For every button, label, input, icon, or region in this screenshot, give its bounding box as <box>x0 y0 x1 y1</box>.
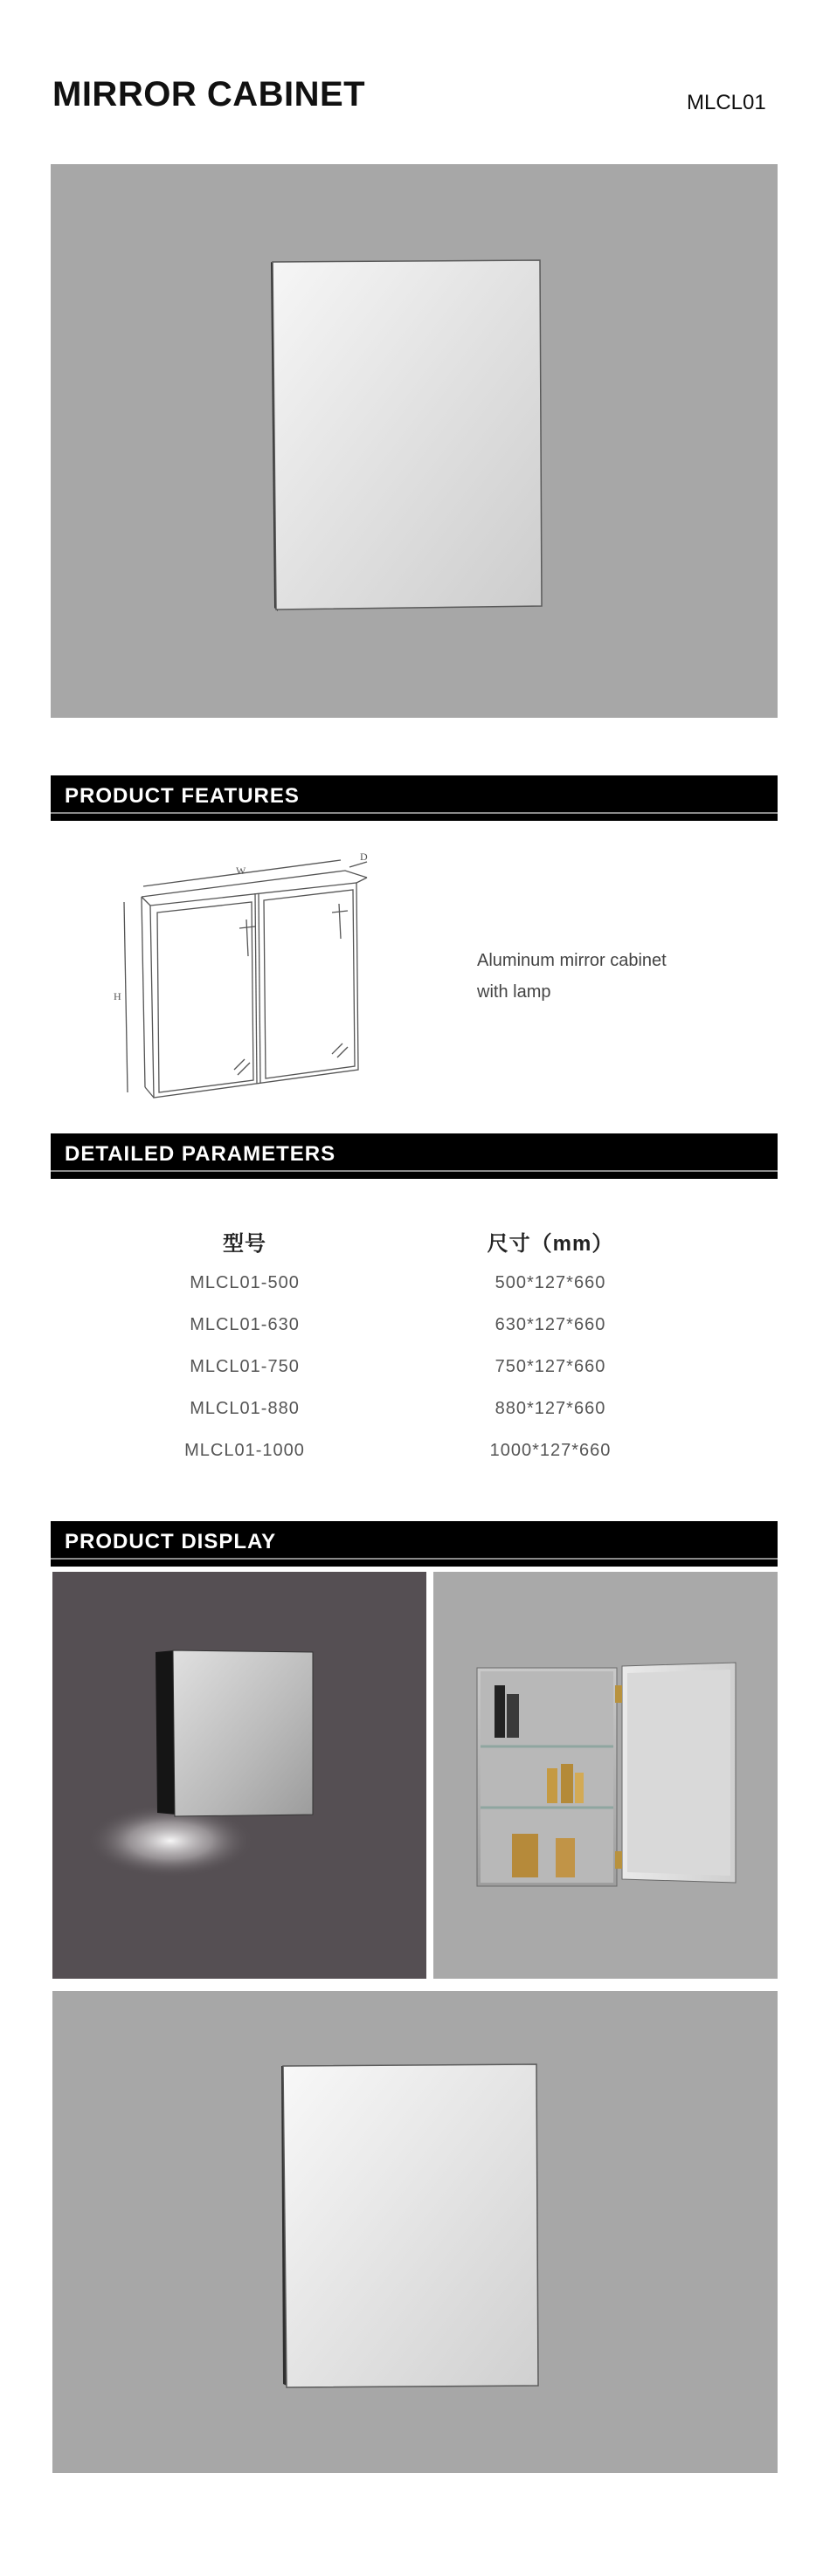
open-cabinet-illustration <box>433 1572 778 1979</box>
product-photo-front <box>52 1991 778 2473</box>
column-header-model: 型号 <box>223 1232 266 1256</box>
front-cabinet-illustration <box>52 1991 778 2473</box>
column-header-size: 尺寸（mm） <box>487 1232 614 1256</box>
size-cell: 1000*127*660 <box>489 1441 612 1460</box>
section-bar-parameters <box>51 1133 778 1179</box>
table-row <box>0 1357 830 1392</box>
section-bar-display <box>51 1521 778 1567</box>
model-cell: MLCL01-880 <box>190 1399 300 1418</box>
size-cell: 500*127*660 <box>495 1273 606 1292</box>
hero-product-image <box>51 164 778 718</box>
table-row <box>0 1273 830 1308</box>
section-title: DETAILED PARAMETERS <box>65 1142 336 1166</box>
table-row <box>0 1441 830 1476</box>
size-cell: 630*127*660 <box>495 1315 606 1334</box>
size-cell: 880*127*660 <box>495 1399 606 1418</box>
dimension-depth-label: D <box>360 851 368 863</box>
size-cell: 750*127*660 <box>495 1357 606 1376</box>
model-cell: MLCL01-750 <box>190 1357 300 1376</box>
section-title: PRODUCT DISPLAY <box>65 1530 277 1553</box>
table-row <box>0 1399 830 1434</box>
dimension-height-label: H <box>114 990 121 1002</box>
cabinet-line-drawing <box>105 851 384 1105</box>
product-photo-lit <box>52 1572 426 1979</box>
dimension-diagram <box>105 851 384 1105</box>
dimension-width-label: W <box>236 864 246 877</box>
feature-description-line: with lamp <box>477 982 551 1002</box>
model-cell: MLCL01-500 <box>190 1273 300 1292</box>
model-cell: MLCL01-1000 <box>184 1441 305 1460</box>
table-header-row <box>0 1226 830 1261</box>
model-cell: MLCL01-630 <box>190 1315 300 1334</box>
feature-description-line: Aluminum mirror cabinet <box>477 951 667 970</box>
product-photo-open <box>433 1572 778 1979</box>
model-code: MLCL01 <box>687 91 766 114</box>
table-row <box>0 1315 830 1350</box>
section-title: PRODUCT FEATURES <box>65 784 300 808</box>
mirror-cabinet-illustration <box>51 164 778 718</box>
feature-description <box>477 945 739 1008</box>
section-bar-features <box>51 775 778 821</box>
lit-cabinet-illustration <box>52 1572 426 1979</box>
page-title: MIRROR CABINET <box>52 75 366 114</box>
